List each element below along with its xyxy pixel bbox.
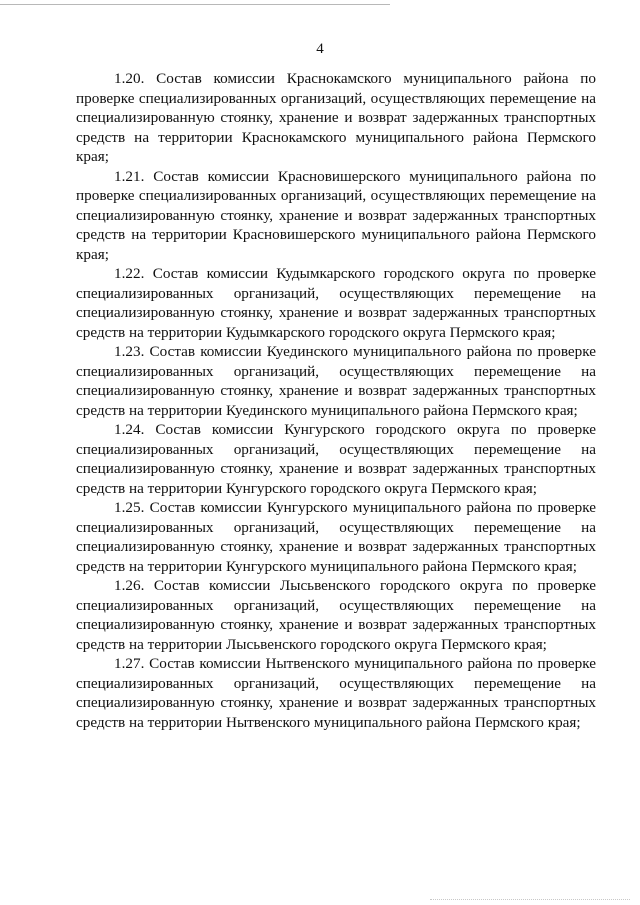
- page-number: 4: [316, 41, 324, 57]
- document-body: [76, 69, 596, 732]
- scan-edge-mark: [430, 899, 630, 901]
- paragraph-1-24: 1.24. Состав комиссии Кунгурского городского округа по проверке специализированных организаций, осуществляющих перемещение на специализированную стоянку, хранение и возврат задержанных транспортных средств на территории Кунгурского городского округа Пермского края;: [76, 421, 596, 497]
- paragraph-1-25: 1.25. Состав комиссии Кунгурского муниципального района по проверке специализированных организаций, осуществляющих перемещение на специализированную стоянку, хранение и возврат задержанных транспортных средств на территории Кунгурского муниципального района Пермского края;: [76, 499, 596, 575]
- paragraph-1-22: 1.22. Состав комиссии Кудымкарского городского округа по проверке специализированных организаций, осуществляющих перемещение на специализированную стоянку, хранение и возврат задержанных транспортных средств на территории Кудымкарского городского округа Пермского края;: [76, 265, 596, 341]
- scan-edge-line: [0, 4, 390, 5]
- paragraph-1-27: 1.27. Состав комиссии Нытвенского муниципального района по проверке специализированных организаций, осуществляющих перемещение на специализированную стоянку, хранение и возврат задержанных транспортных средств на территории Нытвенского муниципального района Пермского края;: [76, 655, 596, 731]
- paragraph-1-20: 1.20. Состав комиссии Краснокамского муниципального района по проверке специализированных организаций, осуществляющих перемещение на специализированную стоянку, хранение и возврат задержанных транспортных средств на территории Краснокамского муниципального района Пермского края;: [76, 70, 596, 165]
- paragraph-1-21: 1.21. Состав комиссии Красновишерского муниципального района по проверке специализированных организаций, осуществляющих перемещение на специализированную стоянку, хранение и возврат задержанных транспортных средств на территории Красновишерского муниципального района Пермского края;: [76, 167, 596, 263]
- paragraph-1-26: 1.26. Состав комиссии Лысьвенского городского округа по проверке специализированных организаций, осуществляющих перемещение на специализированную стоянку, хранение и возврат задержанных транспортных средств на территории Лысьвенского городского округа Пермского края;: [76, 577, 596, 653]
- paragraph-1-23: 1.23. Состав комиссии Куединского муниципального района по проверке специализированных организаций, осуществляющих перемещение на специализированную стоянку, хранение и возврат задержанных транспортных средств на территории Куединского муниципального района Пермского края;: [76, 343, 596, 419]
